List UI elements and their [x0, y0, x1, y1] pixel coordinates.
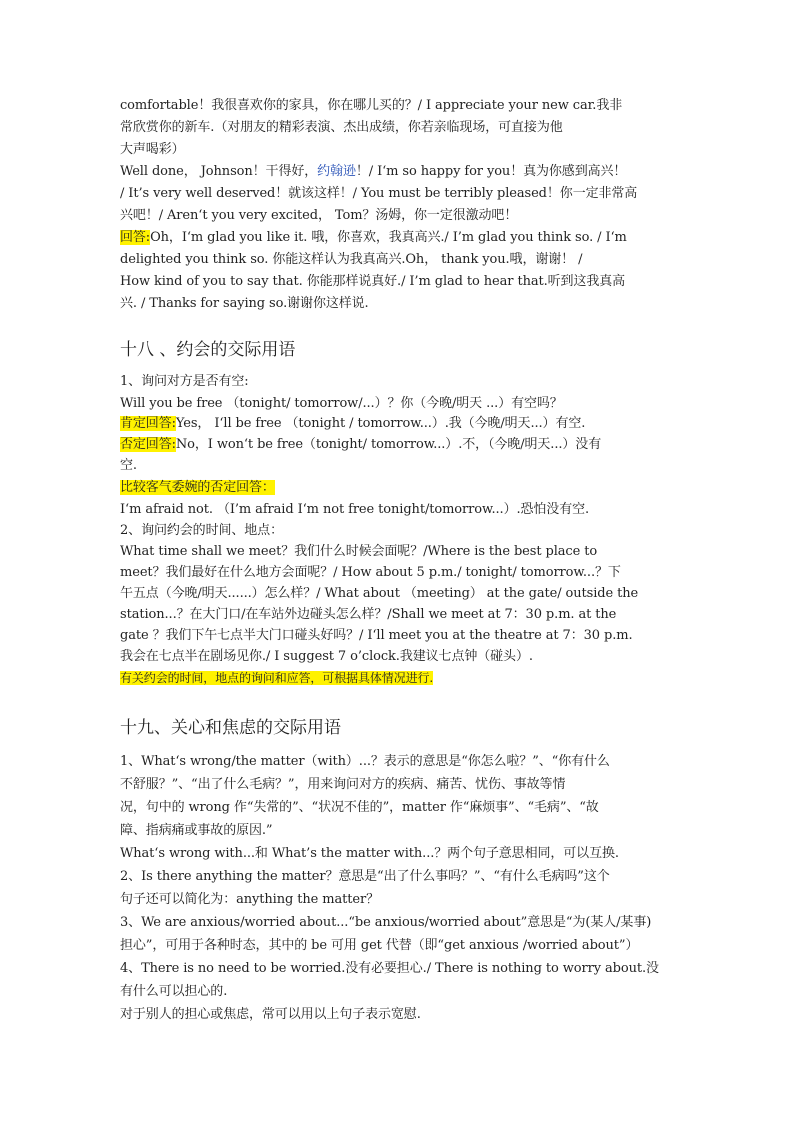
- text-line: [120, 414, 585, 434]
- text-line: meet？我们最好在什么地方会面呢？/ How about 5 p.m./ tonight/ tomorrow...？下: [120, 565, 621, 580]
- text-line: delighted you think so. 你能这样认为我真高兴.Oh， thank you.哦，谢谢！ /: [120, 252, 583, 267]
- text-line: 不舒服？”、“出了什么毛病？”，用来询问对方的疾病、痛苦、忧伤、事故等情: [120, 777, 566, 792]
- text-line: 句子还可以简化为：anything the matter？: [120, 892, 380, 907]
- text-line: How kind of you to say that. 你能那样说真好./ I’m glad to hear that.听到这我真高: [120, 274, 626, 289]
- text-line: 担心”，可用于各种时态，其中的 be 可用 get 代替（即“get anxious /worried about”）: [120, 938, 639, 953]
- section-heading: 十八 、约会的交际用语: [120, 340, 296, 360]
- text-line: 大声喝彩）: [120, 142, 185, 157]
- text-line: 2、询问约会的时间、地点：: [120, 523, 283, 538]
- negative-label: 否定回答:: [120, 437, 176, 452]
- text-fragment: Well done， Johnson！干得好，: [120, 164, 318, 179]
- text-line: 2、Is there anything the matter？意思是“出了什么事吗？”、“有什么毛病吗”这个: [120, 869, 610, 884]
- text-line: 障、指病痛或事故的原因.”: [120, 823, 273, 838]
- text-line: [120, 228, 627, 248]
- text-line: [120, 435, 601, 455]
- text-line: gate ？我们下午七点半大门口碰头好吗？/ I‘ll meet you at the theatre at 7：30 p.m.: [120, 628, 633, 643]
- text-line: 有什么可以担心的.: [120, 984, 228, 999]
- text-line: [120, 478, 275, 498]
- text-fragment: No，I won‘t be free（tonight/ tomorrow...）.不，（今晚/明天...）没有: [175, 437, 602, 452]
- text-line: 1、What‘s wrong/the matter（with）...？表示的意思是“你怎么啦？”、“你有什么: [120, 754, 610, 769]
- polite-negative-label: 比较客气委婉的否定回答：: [120, 480, 275, 495]
- text-line: comfortable！我很喜欢你的家具，你在哪儿买的？/ I appreciate your new car.我非: [120, 98, 623, 113]
- text-line: 3、We are anxious/worried about...“be anxious/worried about”意思是“为(某人/某事): [120, 915, 652, 930]
- text-line: 对于别人的担心或焦虑，常可以用以上句子表示宽慰.: [120, 1007, 421, 1022]
- text-line: / It’s very well deserved！就该这样！/ You must be terribly pleased！你一定非常高: [120, 186, 638, 201]
- answer-label: 回答:: [120, 230, 151, 245]
- text-line: 兴吧！/ Aren‘t you very excited， Tom？汤姆，你一定很激动吧！: [120, 208, 518, 223]
- text-line: 午五点（今晚/明天......）怎么样？/ What about （meeting） at the gate/ outside the: [120, 586, 639, 601]
- text-line: Will you be free （tonight/ tomorrow/...）？你（今晚/明天 ...）有空吗？: [120, 396, 563, 411]
- text-line: 况，句中的 wrong 作“失常的”、“状况不佳的”，matter 作“麻烦事”、“毛病”、“故: [120, 800, 599, 815]
- section-heading: 十九、关心和焦虑的交际用语: [120, 718, 341, 738]
- text-line: 空.: [120, 458, 137, 473]
- text-fragment: Yes， I‘ll be free （tonight / tomorrow...）.我（今晚/明天...）有空.: [175, 416, 586, 431]
- text-line: 兴. / Thanks for saying so.谢谢你这样说.: [120, 296, 369, 311]
- text-line: 4、There is no need to be worried.没有必要担心./ There is nothing to worry about.没: [120, 961, 659, 976]
- text-fragment: Oh，I‘m glad you like it. 哦，你喜欢，我真高兴./ I’m glad you think so. / I‘m: [150, 230, 627, 245]
- text-line: I‘m afraid not. （I’m afraid I‘m not free tonight/tomorrow...）.恐怕没有空.: [120, 502, 590, 517]
- text-line: What‘s wrong with...和 What’s the matter with...？两个句子意思相同，可以互换.: [120, 846, 619, 861]
- text-line: [120, 668, 433, 688]
- text-line: What time shall we meet？我们什么时候会面呢？/Where is the best place to: [120, 544, 598, 559]
- text-line: station...？在大门口/在车站外边碰头怎么样？/Shall we meet at 7：30 p.m. at the: [120, 607, 617, 622]
- text-line: 1、询问对方是否有空:: [120, 374, 249, 389]
- text-line: 常欣赏你的新车.（对朋友的精彩表演、杰出成绩，你若亲临现场，可直接为他: [120, 120, 563, 135]
- text-line: [120, 162, 626, 182]
- text-line: 我会在七点半在剧场见你./ I suggest 7 o’clock.我建议七点钟（碰头）.: [120, 649, 533, 664]
- affirmative-label: 肯定回答:: [120, 416, 176, 431]
- text-fragment: ！/ I‘m so happy for you！真为你感到高兴！: [355, 164, 627, 179]
- note-highlight: 有关约会的时间，地点的询问和应答，可根据具体情况进行.: [120, 671, 434, 685]
- name-link[interactable]: 约翰逊: [317, 164, 356, 179]
